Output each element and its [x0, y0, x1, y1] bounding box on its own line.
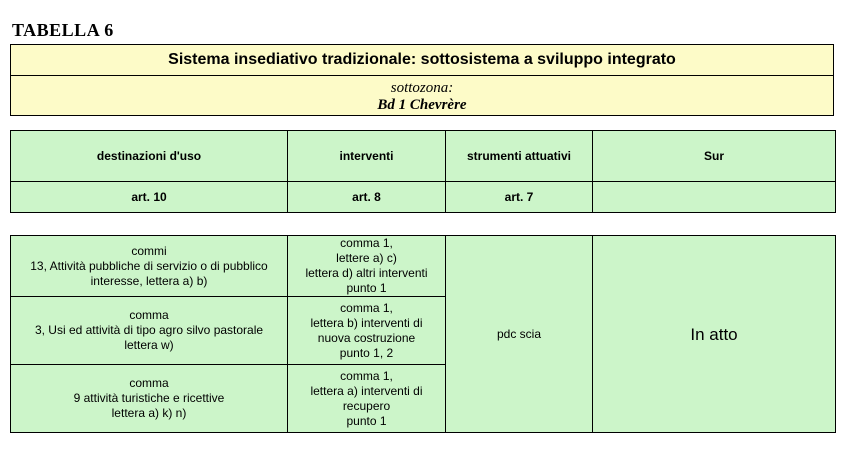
cell-line: lettera d) altri interventi: [305, 266, 428, 280]
cell-line: 9 attività turistiche e ricettive: [73, 391, 225, 405]
cell-line: lettera b) interventi di: [310, 315, 423, 330]
col-header-destinazioni: destinazioni d'uso: [11, 131, 288, 182]
destinazioni-cell: [11, 365, 288, 433]
header-box: [10, 44, 834, 116]
cell-line: commi: [131, 243, 167, 258]
interventi-cell: [288, 365, 446, 433]
article-interventi: art. 8: [288, 182, 446, 213]
destinazioni-cell: [11, 297, 288, 365]
cell-line: comma 1,: [340, 300, 393, 315]
strumenti-cell: pdc scia: [446, 236, 593, 433]
subzone: [11, 76, 833, 114]
subzone-label: sottozona:: [390, 80, 454, 96]
subzone-value: Bd 1 Chevrère: [377, 97, 467, 113]
cell-line: 13, Attività pubbliche di servizio o di pubblico: [30, 258, 268, 273]
cell-line: punto 1, 2: [339, 345, 394, 360]
system-title: Sistema insediativo tradizionale: sottosistema a sviluppo integrato: [11, 45, 833, 76]
cell-line: comma 1,: [340, 236, 393, 250]
cell-line: nuova costruzione: [317, 330, 416, 345]
sur-cell: In atto: [593, 236, 836, 433]
col-header-strumenti: strumenti attuativi: [446, 131, 593, 182]
cell-line: lettera a) k) n): [111, 406, 187, 420]
interventi-cell: [288, 236, 446, 297]
table-title: TABELLA 6: [12, 20, 114, 40]
article-sur: [593, 182, 836, 213]
article-destinazioni: art. 10: [11, 182, 288, 213]
cell-line: lettera a) interventi di: [310, 383, 423, 398]
cell-line: comma 1,: [340, 368, 393, 383]
body-table: [10, 235, 836, 433]
cell-line: lettera w): [124, 338, 174, 352]
destinazioni-cell: [11, 236, 288, 297]
cell-line: punto 1: [346, 413, 387, 428]
article-strumenti: art. 7: [446, 182, 593, 213]
cell-line: 3, Usi ed attività di tipo agro silvo pastorale: [34, 323, 264, 337]
header-table: [10, 130, 836, 213]
interventi-cell: [288, 297, 446, 365]
cell-line: comma: [129, 376, 169, 390]
cell-line: punto 1: [346, 281, 387, 295]
cell-line: comma: [129, 308, 169, 322]
cell-line: recupero: [342, 398, 391, 413]
cell-line: interesse, lettera a) b): [90, 273, 208, 288]
table-row: [11, 236, 836, 297]
cell-line: lettere a) c): [336, 251, 397, 265]
col-header-interventi: interventi: [288, 131, 446, 182]
col-header-sur: Sur: [593, 131, 836, 182]
